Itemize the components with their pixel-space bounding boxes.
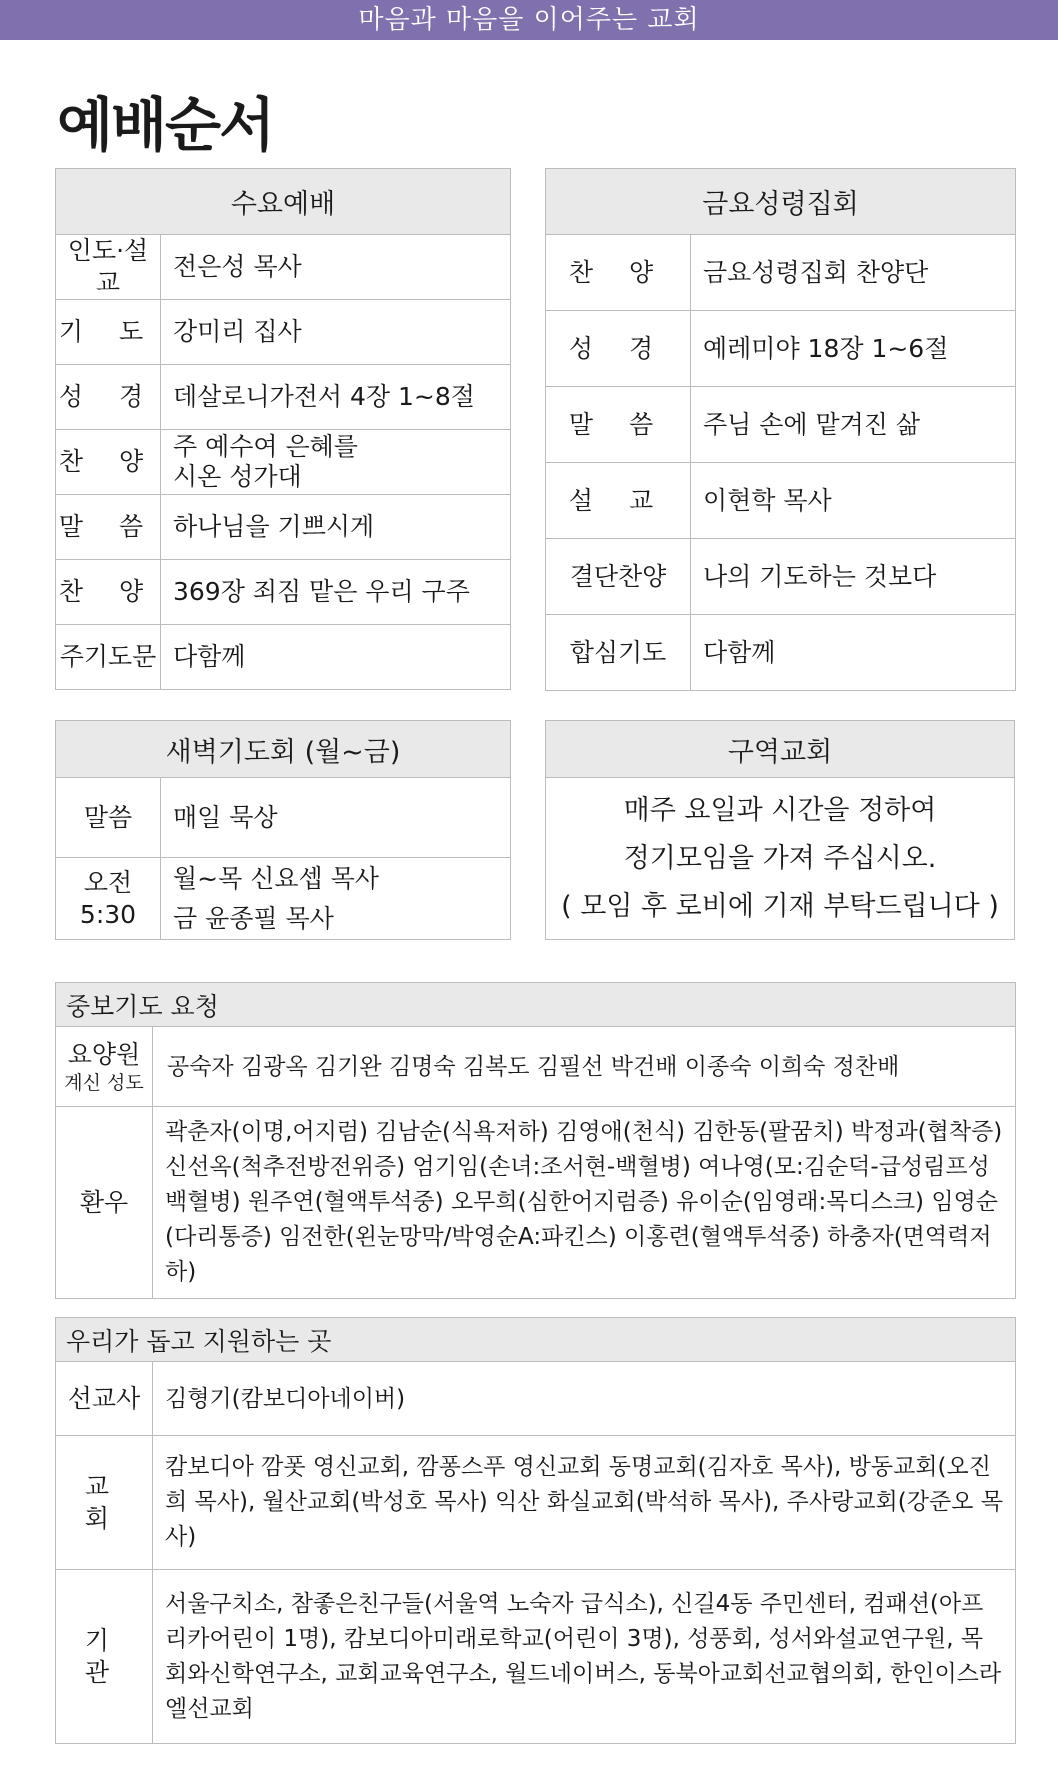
- row-value: 매일 묵상: [161, 778, 511, 858]
- row-label: 말 씀: [546, 387, 691, 463]
- row-label: 찬 양: [56, 430, 161, 495]
- row-label: 찬 양: [546, 235, 691, 311]
- row-value: 서울구치소, 참좋은친구들(서울역 노숙자 급식소), 신길4동 주민센터, 컴패션(아프리카어린이 1명), 캄보디아미래로학교(어린이 3명), 성풍회, 성서와설교연구원, 목회와신학연구소, 교회교육연구소, 월드네이버스, 동북아교회선교협의회, 한인이스라엘선교회: [153, 1570, 1016, 1744]
- row-label: 설 교: [546, 463, 691, 539]
- notice-line: 정기모임을 가져 주십시오.: [623, 842, 937, 874]
- row-value: 캄보디아 깜폿 영신교회, 깜퐁스푸 영신교회 동명교회(김자호 목사), 방동교회(오진희 목사), 월산교회(박성호 목사) 익산 화실교회(박석하 목사), 주사랑교회(강준오 목사): [153, 1436, 1016, 1570]
- row-value: 이현학 목사: [691, 463, 1016, 539]
- intercession-table: [55, 982, 1016, 1299]
- row-value: 금요성령집회 찬양단: [691, 235, 1016, 311]
- row-label: 교 회: [56, 1436, 153, 1570]
- row-label-main: 요양원: [67, 1039, 141, 1069]
- notice-line: ( 모임 후 로비에 기재 부탁드립니다 ): [561, 890, 999, 922]
- row-label: 기 도: [56, 300, 161, 365]
- row-value-line: 월~목 신요셉 목사: [173, 863, 379, 893]
- page-title: 예배순서: [57, 91, 274, 159]
- row-label: 기 관: [56, 1570, 153, 1744]
- row-label: 말 씀: [56, 495, 161, 560]
- district-church-table: [545, 720, 1015, 940]
- row-value-line: 시온 성가대: [173, 462, 302, 491]
- row-value: 다함께: [691, 615, 1016, 691]
- row-value: 다함께: [161, 625, 511, 690]
- support-table: [55, 1317, 1016, 1744]
- support-title: 우리가 돕고 지원하는 곳: [56, 1318, 1016, 1362]
- intercession-title: 중보기도 요청: [56, 983, 1016, 1027]
- wednesday-title: 수요예배: [56, 169, 511, 235]
- row-label: 환우: [56, 1107, 153, 1299]
- row-label: [56, 1027, 153, 1107]
- row-label: 찬 양: [56, 560, 161, 625]
- row-value: 예레미야 18장 1~6절: [691, 311, 1016, 387]
- notice-line: 매주 요일과 시간을 정하여: [623, 794, 937, 826]
- district-notice: [546, 778, 1015, 940]
- row-label: 선교사: [56, 1362, 153, 1436]
- row-value: 나의 기도하는 것보다: [691, 539, 1016, 615]
- row-value: [161, 430, 511, 495]
- row-value-line: 금 윤종필 목사: [173, 903, 334, 933]
- row-value: 369장 죄짐 맡은 우리 구주: [161, 560, 511, 625]
- row-value: 공숙자 김광옥 김기완 김명숙 김복도 김필선 박건배 이종숙 이희숙 정찬배: [153, 1027, 1016, 1107]
- row-label: 말씀: [56, 778, 161, 858]
- church-banner: 마음과 마음을 이어주는 교회: [0, 0, 1058, 40]
- row-value: [161, 858, 511, 940]
- row-value: 김형기(캄보디아네이버): [153, 1362, 1016, 1436]
- district-title: 구역교회: [546, 721, 1015, 778]
- row-value: 주님 손에 맡겨진 삶: [691, 387, 1016, 463]
- row-label: 성 경: [546, 311, 691, 387]
- wednesday-worship-table: [55, 168, 511, 690]
- row-label: 주기도문: [56, 625, 161, 690]
- row-label-sub: 계신 성도: [64, 1071, 144, 1094]
- row-label: 인도·설교: [56, 235, 161, 300]
- row-label: 오전 5:30: [56, 858, 161, 940]
- row-value: 전은성 목사: [161, 235, 511, 300]
- friday-title: 금요성령집회: [546, 169, 1016, 235]
- friday-meeting-table: [545, 168, 1016, 691]
- row-label: 결단찬양: [546, 539, 691, 615]
- row-value: 데살로니가전서 4장 1~8절: [161, 365, 511, 430]
- row-value: 곽춘자(이명,어지럼) 김남순(식욕저하) 김영애(천식) 김한동(팔꿈치) 박정과(협착증) 신선옥(척추전방전위증) 엄기임(손녀:조서현-백혈병) 여나영(모:김순덕-급성림프성백혈병) 원주연(혈액투석중) 오무희(심한어지럼증) 유이순(임영래:목디스크) 임영순(다리통증) 임전한(왼눈망막/박영순A:파킨스) 이홍련(혈액투석중) 하충자(면역력저하): [153, 1107, 1016, 1299]
- dawn-title: 새벽기도회 (월~금): [56, 721, 511, 778]
- row-value-line: 주 예수여 은혜를: [173, 432, 358, 461]
- row-value: 하나님을 기쁘시게: [161, 495, 511, 560]
- row-label: 성 경: [56, 365, 161, 430]
- dawn-prayer-table: [55, 720, 511, 940]
- row-value: 강미리 집사: [161, 300, 511, 365]
- row-label: 합심기도: [546, 615, 691, 691]
